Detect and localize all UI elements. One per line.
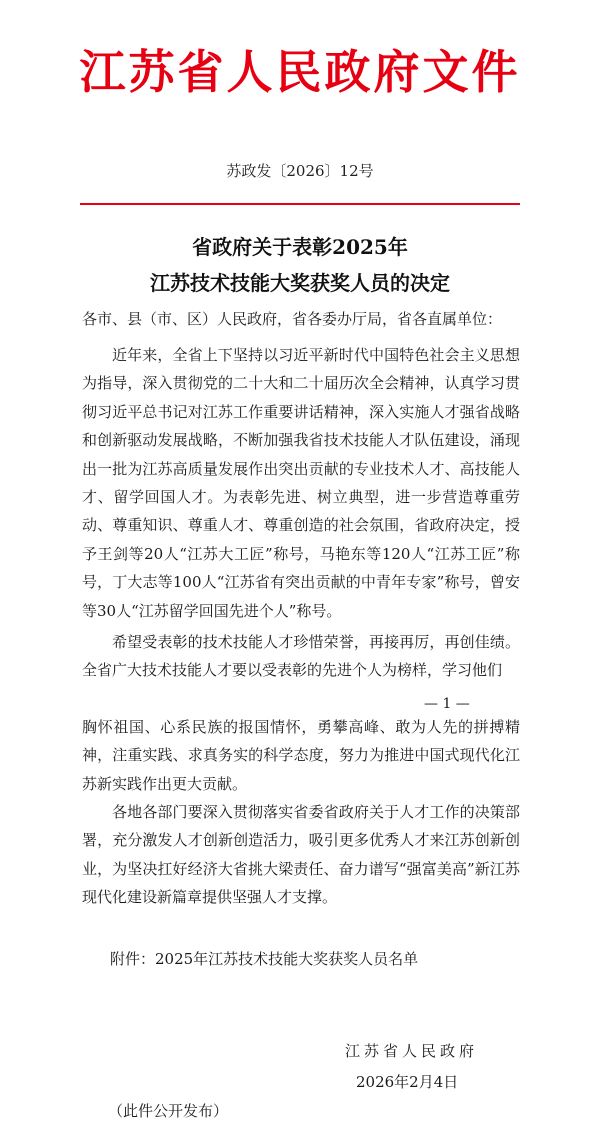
header-divider-rule — [80, 203, 520, 205]
body-paragraph-3: 各地各部门要深入贯彻落实省委省政府关于人才工作的决策部署，充分激发人才创新创造活力，吸引更多优秀人才来江苏创新创业，为坚决扛好经济大省挑大梁责任、奋力谱写“强富美高”新江苏现代化建设新篇章提供坚强人才支撑。 — [82, 803, 520, 907]
page-number: — 1 — — [424, 696, 470, 712]
salutation: 各市、县（市、区）人民政府，省各委办厅局，省各直属单位： — [82, 310, 503, 328]
signature-date: 2026年2月4日 — [356, 1073, 459, 1091]
document-title-line-2: 江苏技术技能大奖获奖人员的决定 — [150, 271, 450, 295]
document-number: 苏政发〔2026〕12号 — [226, 162, 374, 180]
body-paragraph-2-part-1: 希望受表彰的技术技能人才珍惜荣誉，再接再厉，再创佳绩。全省广大技术技能人才要以受表彰的先进个人为榜样，学习他们 — [82, 633, 520, 680]
document-title-line-1: 省政府关于表彰2025年 — [192, 235, 408, 259]
attachment-note: 附件：2025年江苏技术技能大奖获奖人员名单 — [110, 950, 419, 968]
publication-notice: （此件公开发布） — [108, 1102, 229, 1120]
body-paragraph-1: 近年来，全省上下坚持以习近平新时代中国特色社会主义思想为指导，深入贯彻党的二十大和二十届历次全会精神，认真学习贯彻习近平总书记对江苏工作重要讲话精神，深入实施人才强省战略和创新驱动发展战略，不断加强我省技术技能人才队伍建设，涌现出一批为江苏高质量发展作出突出贡献的专业技术人才、高技能人才、留学回国人才。为表彰先进、树立典型，进一步营造尊重劳动、尊重知识、尊重人才、尊重创造的社会氛围，省政府决定，授予王剑等20人“江苏大工匠”称号，马艳东等120人“江苏工匠”称号，丁大志等100人“江苏省有突出贡献的中青年专家”称号，曾安等30人“江苏留学回国先进个人”称号。 — [82, 346, 520, 620]
body-paragraph-2-part-2: 胸怀祖国、心系民族的报国情怀，勇攀高峰、敢为人先的拼搏精神，注重实践、求真务实的科学态度，努力为推进中国式现代化江苏新实践作出更大贡献。 — [82, 718, 520, 793]
document-header-title: 江苏省人民政府文件 — [79, 45, 521, 99]
signature-organization: 江苏省人民政府 — [345, 1042, 479, 1060]
